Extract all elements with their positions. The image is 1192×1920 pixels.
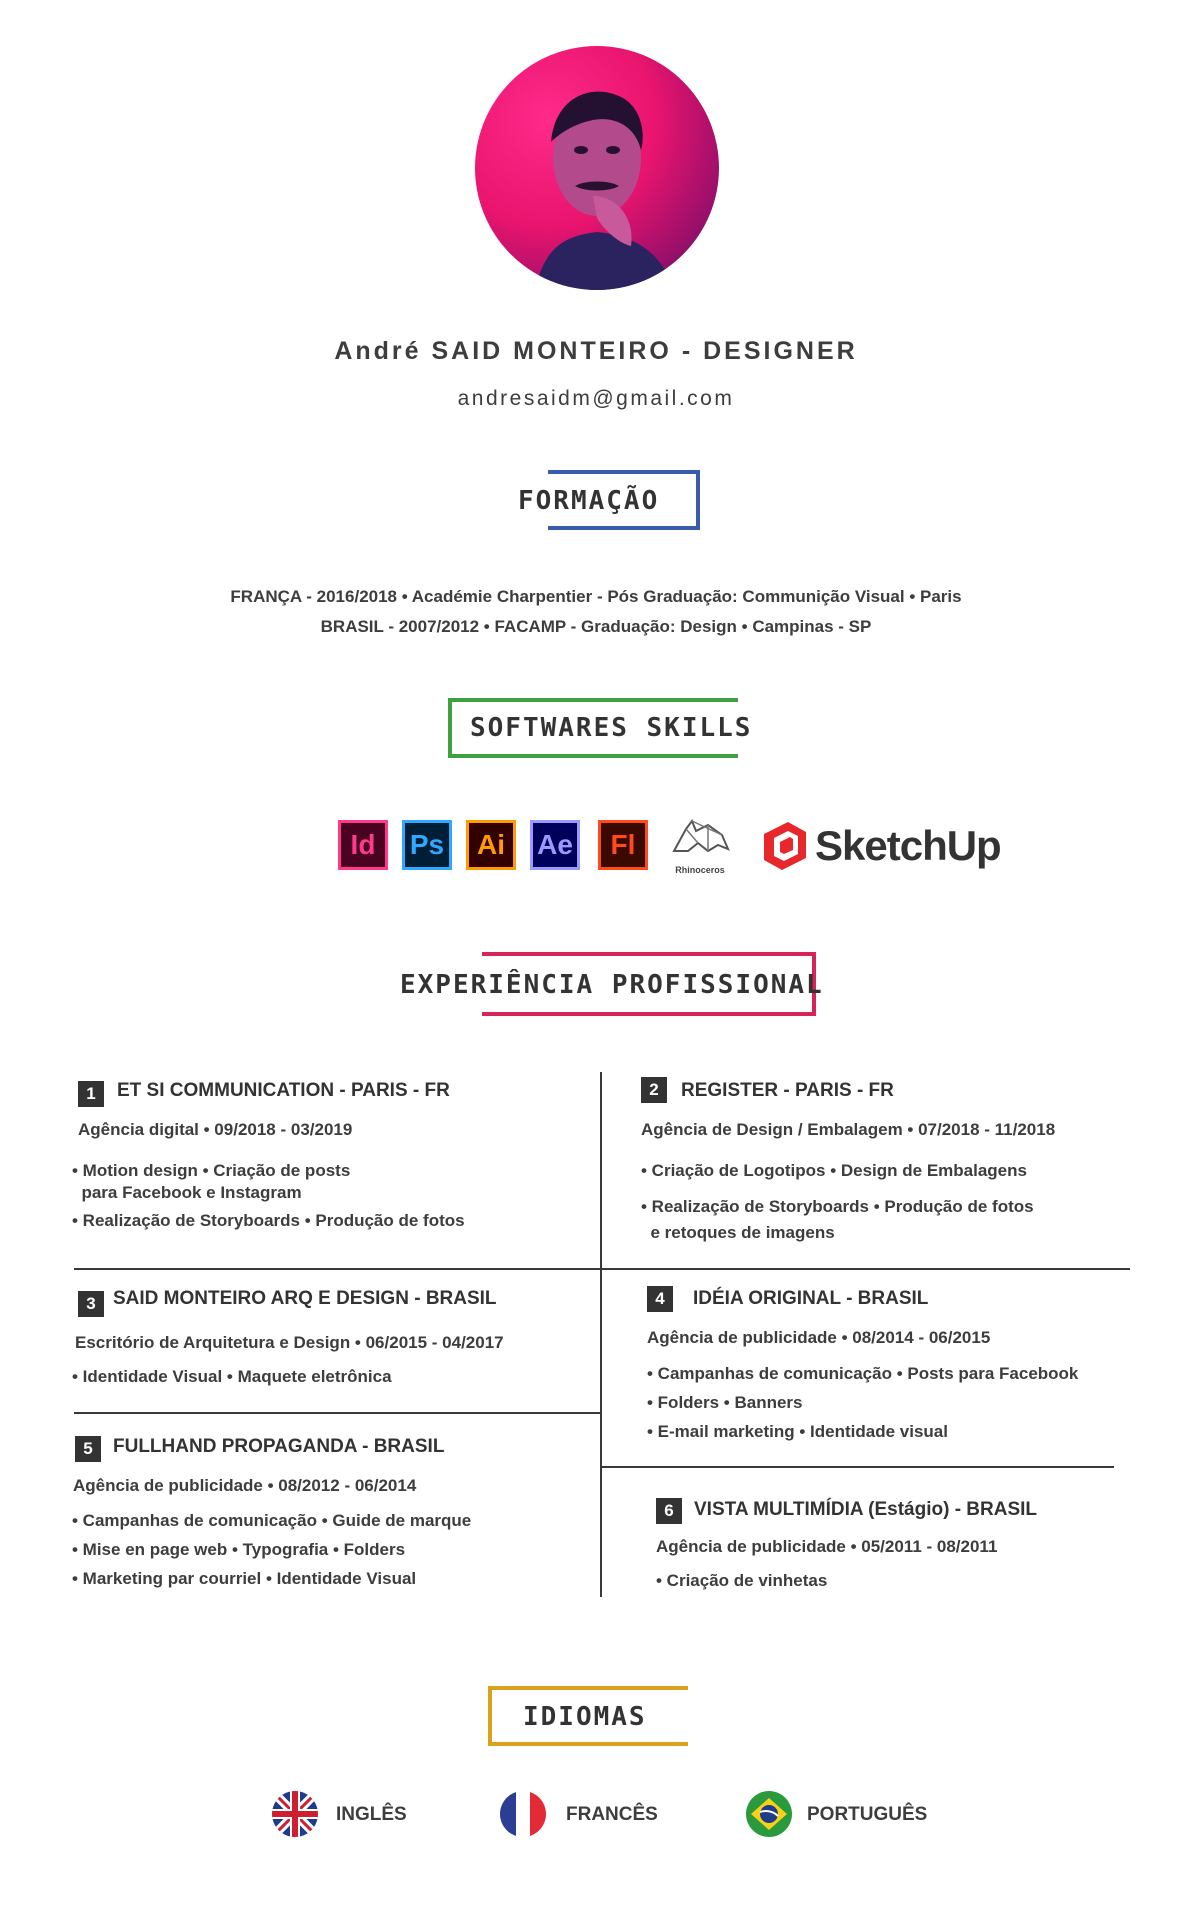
- candidate-email[interactable]: andresaidm@gmail.com: [457, 387, 735, 410]
- job-bullet: • Criação de Logotipos • Design de Embalagens: [641, 1161, 1027, 1180]
- photoshop-icon: Ps: [402, 820, 452, 870]
- sketchup-icon: [760, 820, 810, 877]
- job-number-6: 6: [656, 1498, 682, 1524]
- job-number-4: 4: [647, 1286, 673, 1312]
- job-number-5: 5: [75, 1436, 101, 1462]
- job-subtitle-1: Agência digital • 09/2018 - 03/2019: [78, 1120, 353, 1139]
- education-line-brasil: BRASIL - 2007/2012 • FACAMP - Graduação: Design • Campinas - SP: [320, 617, 872, 636]
- formacao-title: FORMAÇÃO: [518, 486, 660, 516]
- job-subtitle-6: Agência de publicidade • 05/2011 - 08/2011: [656, 1537, 998, 1556]
- row-divider-right-2: [600, 1466, 1114, 1468]
- rhinoceros-label: Rhinoceros: [675, 865, 725, 875]
- job-subtitle-3: Escritório de Arquitetura e Design • 06/2015 - 04/2017: [75, 1333, 504, 1352]
- job-bullet: e retoques de imagens: [641, 1223, 835, 1242]
- job-bullet: • Realização de Storyboards • Produção de fotos: [72, 1211, 465, 1230]
- row-divider-right-1: [600, 1268, 1130, 1270]
- job-title-2: REGISTER - PARIS - FR: [681, 1080, 894, 1101]
- row-divider-left-2: [74, 1412, 600, 1414]
- job-bullet: • Identidade Visual • Maquete eletrônica: [72, 1367, 392, 1386]
- job-bullet: • Campanhas de comunicação • Guide de marque: [72, 1511, 472, 1530]
- job-title-4: IDÉIA ORIGINAL - BRASIL: [693, 1288, 929, 1309]
- job-bullet: • Marketing par courriel • Identidade Visual: [72, 1569, 417, 1588]
- job-bullet: • E-mail marketing • Identidade visual: [647, 1422, 948, 1441]
- brazil-flag-icon: [746, 1791, 792, 1837]
- experiencia-title: EXPERIÊNCIA PROFISSIONAL: [400, 970, 824, 1000]
- language-portuguese: PORTUGUÊS: [807, 1804, 928, 1825]
- job-title-5: FULLHAND PROPAGANDA - BRASIL: [113, 1436, 445, 1457]
- job-bullet: • Folders • Banners: [647, 1393, 803, 1412]
- job-subtitle-2: Agência de Design / Embalagem • 07/2018 - 11/2018: [641, 1120, 1056, 1139]
- job-bullet: • Criação de vinhetas: [656, 1571, 828, 1590]
- idiomas-title: IDIOMAS: [523, 1702, 647, 1732]
- flash-icon: Fl: [598, 820, 648, 870]
- job-bullet: • Mise en page web • Typografia • Folders: [72, 1540, 406, 1559]
- rhinoceros-icon: [668, 815, 732, 875]
- job-bullet: • Motion design • Criação de posts: [72, 1161, 351, 1180]
- language-english: INGLÊS: [336, 1804, 407, 1825]
- job-subtitle-4: Agência de publicidade • 08/2014 - 06/2015: [647, 1328, 991, 1347]
- job-title-1: ET SI COMMUNICATION - PARIS - FR: [117, 1080, 450, 1101]
- job-number-1: 1: [78, 1081, 104, 1107]
- job-bullet: para Facebook e Instagram: [72, 1183, 302, 1202]
- job-title-6: VISTA MULTIMÍDIA (Estágio) - BRASIL: [694, 1499, 1038, 1520]
- sketchup-label: SketchUp: [815, 822, 1001, 869]
- row-divider-left-1: [74, 1268, 600, 1270]
- profile-photo: [475, 46, 719, 290]
- job-title-3: SAID MONTEIRO ARQ E DESIGN - BRASIL: [113, 1288, 497, 1309]
- after-effects-icon: Ae: [530, 820, 580, 870]
- job-number-2: 2: [641, 1077, 667, 1103]
- job-number-3: 3: [78, 1291, 104, 1317]
- illustrator-icon: Ai: [466, 820, 516, 870]
- column-divider: [600, 1072, 602, 1597]
- indesign-icon: Id: [338, 820, 388, 870]
- softwares-title: SOFTWARES SKILLS: [470, 713, 753, 743]
- job-bullet: • Realização de Storyboards • Produção de fotos: [641, 1197, 1034, 1216]
- candidate-name: André SAID MONTEIRO - DESIGNER: [334, 337, 858, 365]
- language-french: FRANCÊS: [566, 1804, 658, 1825]
- france-flag-icon: [500, 1791, 546, 1837]
- education-line-france: FRANÇA - 2016/2018 • Académie Charpentier - Pós Graduação: Communição Visual • Paris: [230, 587, 962, 606]
- job-subtitle-5: Agência de publicidade • 08/2012 - 06/2014: [73, 1476, 417, 1495]
- uk-flag-icon: [272, 1791, 318, 1837]
- job-bullet: • Campanhas de comunicação • Posts para Facebook: [647, 1364, 1079, 1383]
